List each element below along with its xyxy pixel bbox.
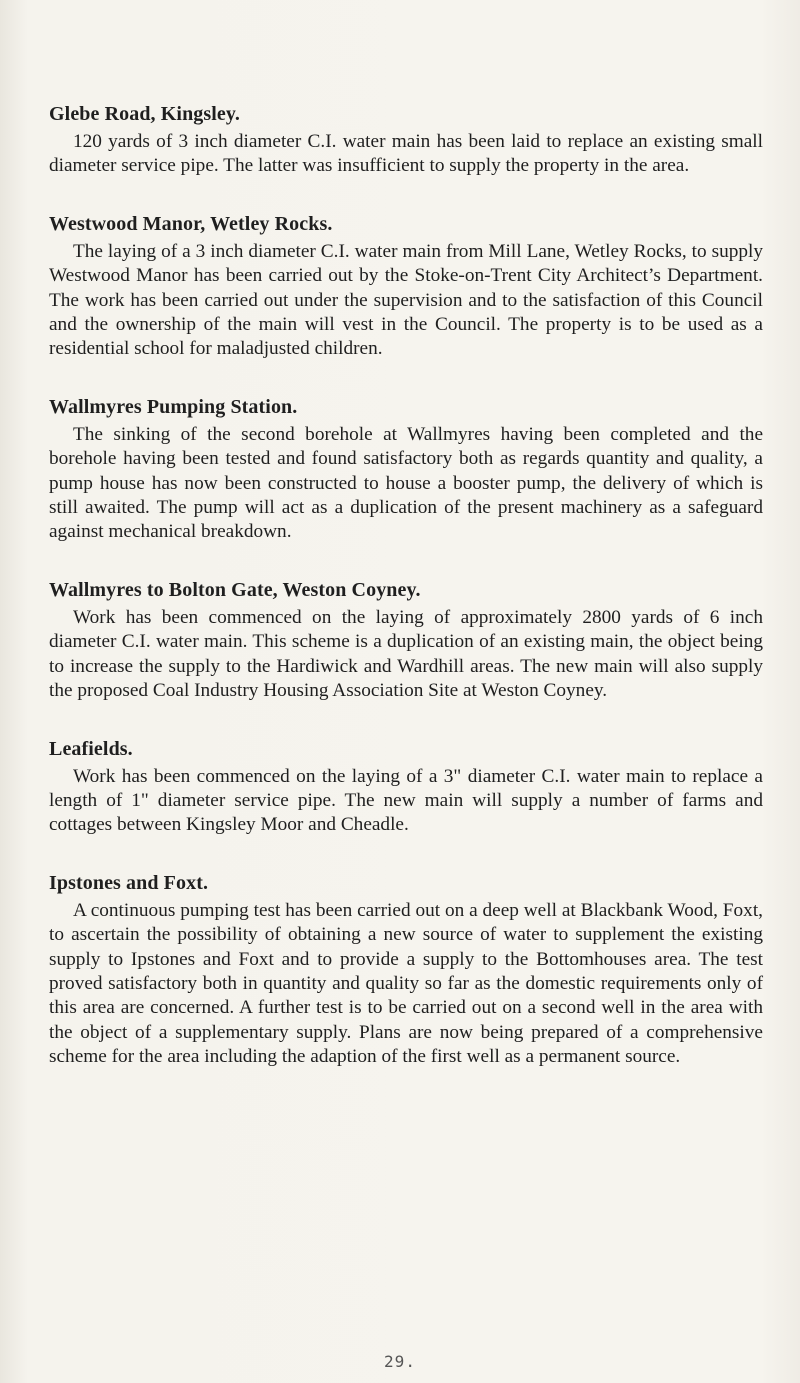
report-body <box>49 99 763 1100</box>
section-paragraph: A continuous pumping test has been carried out on a deep well at Blackbank Wood, Foxt, to ascertain the possibility of obtaining a new source of water to supplement the existing supply to Ipstones and Foxt and to provide a supply to the Bottomhouses area. The test proved satisfactory both in quantity and quality so far as the domestic requirements only of this area are concerned. A further test is to be carried out on a second well in the area with the object of a supplementary supply. Plans are now being prepared of a comprehensive scheme for the area including the adaption of the first well as a permanent source. <box>49 899 763 1068</box>
section-ipstones-and-foxt <box>49 868 763 1070</box>
section-paragraph: 120 yards of 3 inch diameter C.I. water main has been laid to replace an existing small diameter service pipe. The latter was insufficient to supply the property in the area. <box>49 131 763 177</box>
section-leafields <box>49 734 763 838</box>
section-heading: Wallmyres to Bolton Gate, Weston Coyney. <box>49 578 421 601</box>
section-heading: Leafields. <box>49 737 133 760</box>
section-westwood-manor <box>49 209 763 362</box>
section-glebe-road <box>49 99 763 179</box>
section-paragraph: Work has been commenced on the laying of approximately 2800 yards of 6 inch diameter C.I. water main. This scheme is a duplication of an existing main, the object being to increase the supply to the Hardiwick and Wardhill areas. The new main will also supply the proposed Coal Industry Housing Association Site at Weston Coyney. <box>49 606 763 702</box>
page-number: 29. <box>384 1352 416 1371</box>
section-heading: Westwood Manor, Wetley Rocks. <box>49 212 333 235</box>
section-heading: Wallmyres Pumping Station. <box>49 395 298 418</box>
section-paragraph: The sinking of the second borehole at Wallmyres having been completed and the borehole having been tested and found satisfactory both as regards quantity and quality, a pump house has now been constructed to house a booster pump, the delivery of which is still awaited. The pump will act as a duplication of the present machinery as a safeguard against mechanical breakdown. <box>49 423 763 543</box>
section-wallmyres-to-bolton-gate <box>49 575 763 704</box>
section-paragraph: Work has been commenced on the laying of a 3" diameter C.I. water main to replace a length of 1" diameter service pipe. The new main will supply a number of farms and cottages between Kingsley Moor and Cheadle. <box>49 765 763 836</box>
section-heading: Ipstones and Foxt. <box>49 871 209 894</box>
section-paragraph: The laying of a 3 inch diameter C.I. water main from Mill Lane, Wetley Rocks, to supply Westwood Manor has been carried out by the Stoke-on-Trent City Architect’s Department. The work has been carried out under the supervision and to the satisfaction of this Council and the ownership of the main will vest in the Council. The property is to be used as a residential school for maladjusted children. <box>49 240 763 360</box>
section-heading: Glebe Road, Kingsley. <box>49 103 241 125</box>
section-wallmyres-pumping-station <box>49 392 763 545</box>
